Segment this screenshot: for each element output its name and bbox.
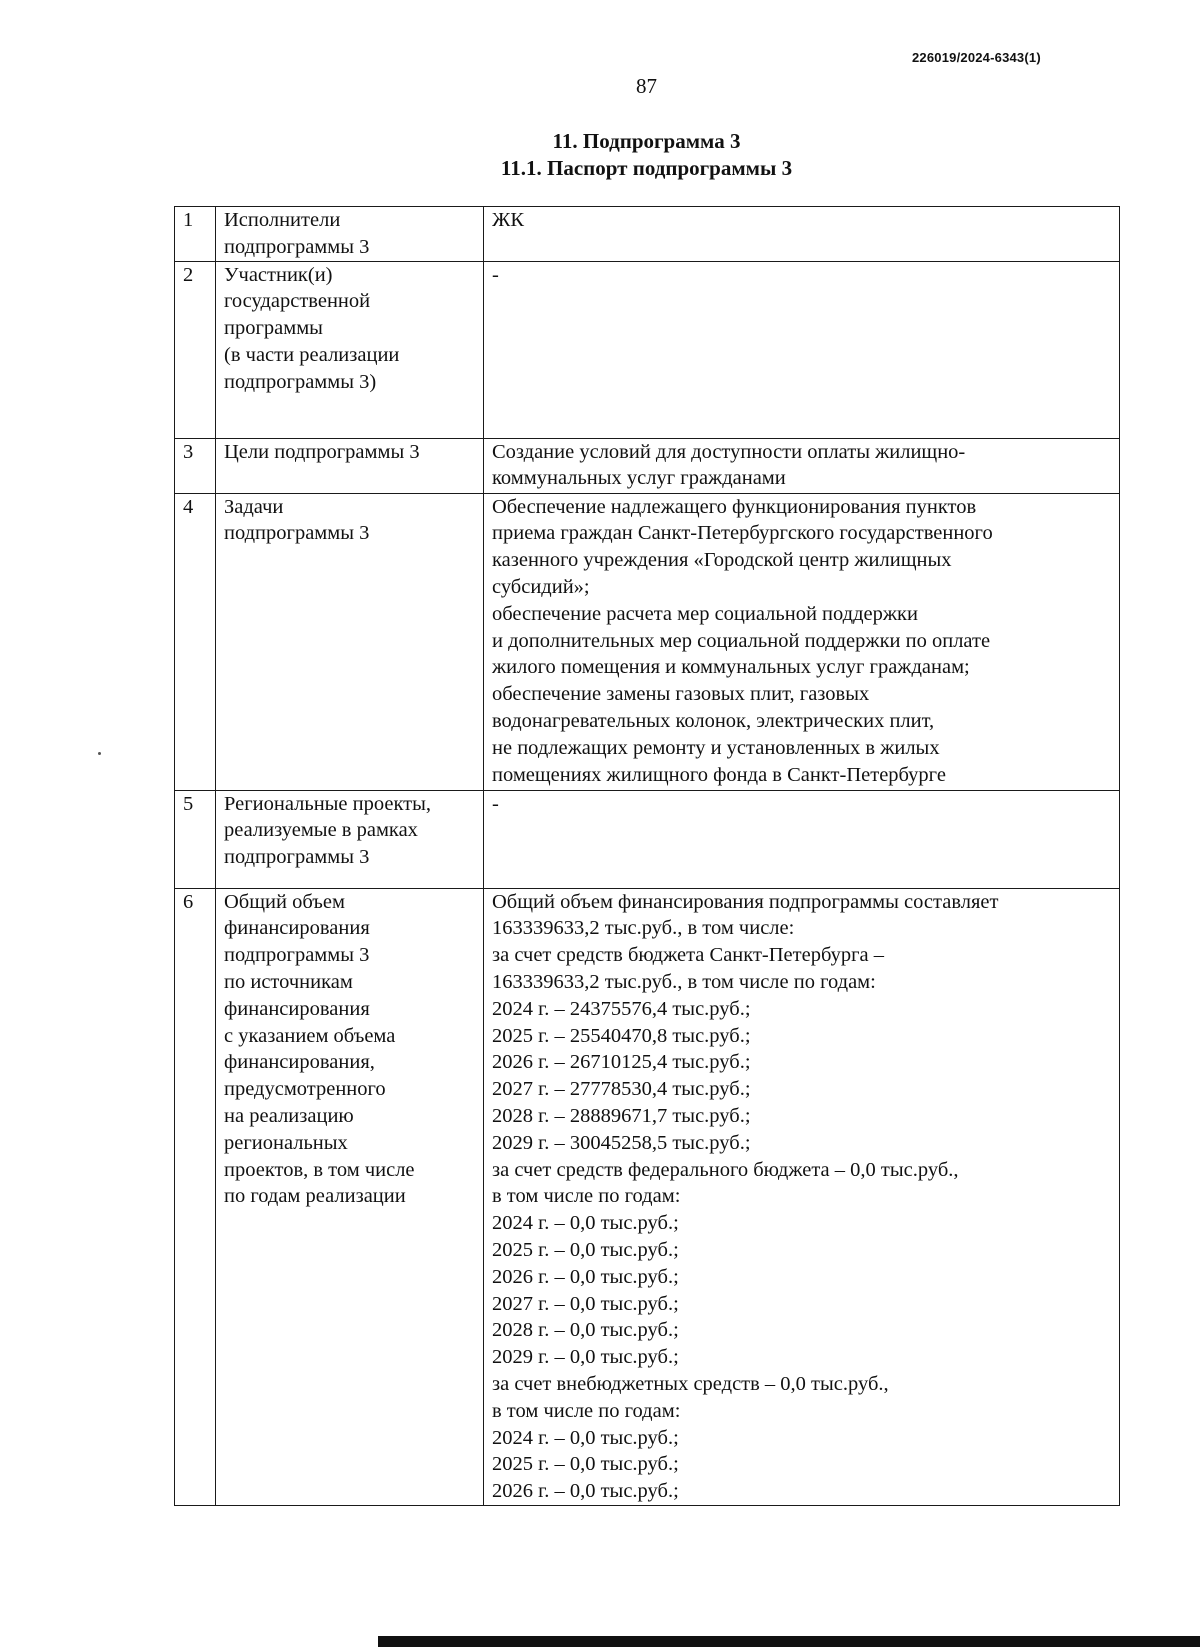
row-number: 1	[175, 207, 216, 262]
value-line: -	[492, 263, 499, 286]
label-line: региональных	[224, 1131, 348, 1154]
label-line: программы	[224, 317, 323, 340]
row-value	[484, 438, 1120, 493]
row-number: 4	[175, 493, 216, 790]
label-line: Цели подпрограммы 3	[224, 440, 420, 463]
value-line: жилого помещения и коммунальных услуг гражданам;	[492, 656, 970, 679]
label-line: Региональные проекты,	[224, 792, 432, 815]
value-line: за счет средств федерального бюджета – 0,0 тыс.руб.,	[492, 1158, 959, 1181]
value-line: 2024 г. – 24375576,4 тыс.руб.;	[492, 997, 751, 1020]
table-row	[175, 261, 1120, 438]
value-line: приема граждан Санкт-Петербургского государственного	[492, 522, 993, 545]
row-value	[484, 207, 1120, 262]
table-row	[175, 790, 1120, 888]
value-line: 2025 г. – 25540470,8 тыс.руб.;	[492, 1024, 751, 1047]
label-line: Участник(и)	[224, 263, 333, 286]
value-line: 2028 г. – 28889671,7 тыс.руб.;	[492, 1104, 751, 1127]
section-heading-line-2: 11.1. Паспорт подпрограммы 3	[500, 156, 793, 180]
value-line: обеспечение замены газовых плит, газовых	[492, 683, 870, 706]
value-line: обеспечение расчета мер социальной поддержки	[492, 602, 918, 625]
row-number: 6	[175, 888, 216, 1505]
value-line: водонагревательных колонок, электрических плит,	[492, 709, 935, 732]
row-number: 5	[175, 790, 216, 888]
label-line: реализуемые в рамках	[224, 819, 418, 842]
label-line: финансирования	[224, 997, 370, 1020]
value-line: за счет внебюджетных средств – 0,0 тыс.руб.,	[492, 1372, 889, 1395]
value-line: помещениях жилищного фонда в Санкт-Петербурге	[492, 763, 946, 786]
row-label	[216, 261, 484, 438]
scan-speck	[98, 752, 101, 755]
value-line: 2026 г. – 26710125,4 тыс.руб.;	[492, 1051, 751, 1074]
label-line: на реализацию	[224, 1104, 354, 1127]
label-line: предусмотренного	[224, 1078, 386, 1101]
value-line: в том числе по годам:	[492, 1399, 681, 1422]
label-line: Задачи	[224, 495, 284, 518]
table-row	[175, 888, 1120, 1505]
value-line: 2027 г. – 27778530,4 тыс.руб.;	[492, 1078, 751, 1101]
row-number: 2	[175, 261, 216, 438]
table-row	[175, 207, 1120, 262]
document-id: 226019/2024-6343(1)	[912, 50, 1041, 65]
row-value	[484, 790, 1120, 888]
value-line: 2026 г. – 0,0 тыс.руб.;	[492, 1480, 679, 1503]
section-heading	[0, 128, 1200, 182]
value-line: 2028 г. – 0,0 тыс.руб.;	[492, 1319, 679, 1342]
label-line: подпрограммы 3	[224, 944, 370, 967]
table-row	[175, 493, 1120, 790]
page-number: 87	[636, 74, 657, 98]
value-line: 163339633,2 тыс.руб., в том числе:	[492, 917, 795, 940]
label-line: подпрограммы 3	[224, 235, 370, 258]
value-line: 2029 г. – 30045258,5 тыс.руб.;	[492, 1131, 751, 1154]
value-line: 2024 г. – 0,0 тыс.руб.;	[492, 1426, 679, 1449]
row-number: 3	[175, 438, 216, 493]
label-line: по годам реализации	[224, 1185, 406, 1208]
label-line: Общий объем	[224, 890, 345, 913]
value-line: в том числе по годам:	[492, 1185, 681, 1208]
value-line: 2027 г. – 0,0 тыс.руб.;	[492, 1292, 679, 1315]
value-line: и дополнительных мер социальной поддержки по оплате	[492, 629, 991, 652]
row-value	[484, 493, 1120, 790]
value-line: коммунальных услуг гражданами	[492, 467, 786, 490]
value-line: Создание условий для доступности оплаты жилищно-	[492, 440, 966, 463]
scan-edge-line	[378, 1636, 1200, 1647]
row-label	[216, 790, 484, 888]
value-line: не подлежащих ремонту и установленных в жилых	[492, 736, 940, 759]
value-line: Обеспечение надлежащего функционирования пунктов	[492, 495, 977, 518]
value-line: ЖК	[492, 209, 525, 231]
label-line: финансирования	[224, 917, 370, 940]
row-label	[216, 493, 484, 790]
label-line: по источникам	[224, 970, 353, 993]
value-line: 2025 г. – 0,0 тыс.руб.;	[492, 1238, 679, 1261]
row-label	[216, 888, 484, 1505]
label-line: подпрограммы 3	[224, 846, 370, 869]
table-row	[175, 438, 1120, 493]
label-line: подпрограммы 3)	[224, 370, 377, 393]
label-line: с указанием объема	[224, 1024, 396, 1047]
label-line: подпрограммы 3	[224, 522, 370, 545]
section-heading-line-1: 11. Подпрограмма 3	[552, 129, 741, 153]
label-line: Исполнители	[224, 209, 341, 231]
value-line: 163339633,2 тыс.руб., в том числе по годам:	[492, 970, 876, 993]
label-line: государственной	[224, 290, 371, 313]
value-line: 2024 г. – 0,0 тыс.руб.;	[492, 1212, 679, 1235]
label-line: (в части реализации	[224, 343, 400, 366]
value-line: 2029 г. – 0,0 тыс.руб.;	[492, 1346, 679, 1369]
value-line: -	[492, 792, 499, 815]
row-value	[484, 888, 1120, 1505]
label-line: проектов, в том числе	[224, 1158, 415, 1181]
passport-table	[174, 206, 1120, 1506]
row-value	[484, 261, 1120, 438]
value-line: субсидий»;	[492, 575, 590, 598]
value-line: 2025 г. – 0,0 тыс.руб.;	[492, 1453, 679, 1476]
row-label	[216, 207, 484, 262]
value-line: Общий объем финансирования подпрограммы составляет	[492, 890, 999, 913]
value-line: казенного учреждения «Городской центр жилищных	[492, 549, 952, 572]
value-line: за счет средств бюджета Санкт-Петербурга –	[492, 944, 884, 967]
row-label	[216, 438, 484, 493]
value-line: 2026 г. – 0,0 тыс.руб.;	[492, 1265, 679, 1288]
label-line: финансирования,	[224, 1051, 375, 1074]
